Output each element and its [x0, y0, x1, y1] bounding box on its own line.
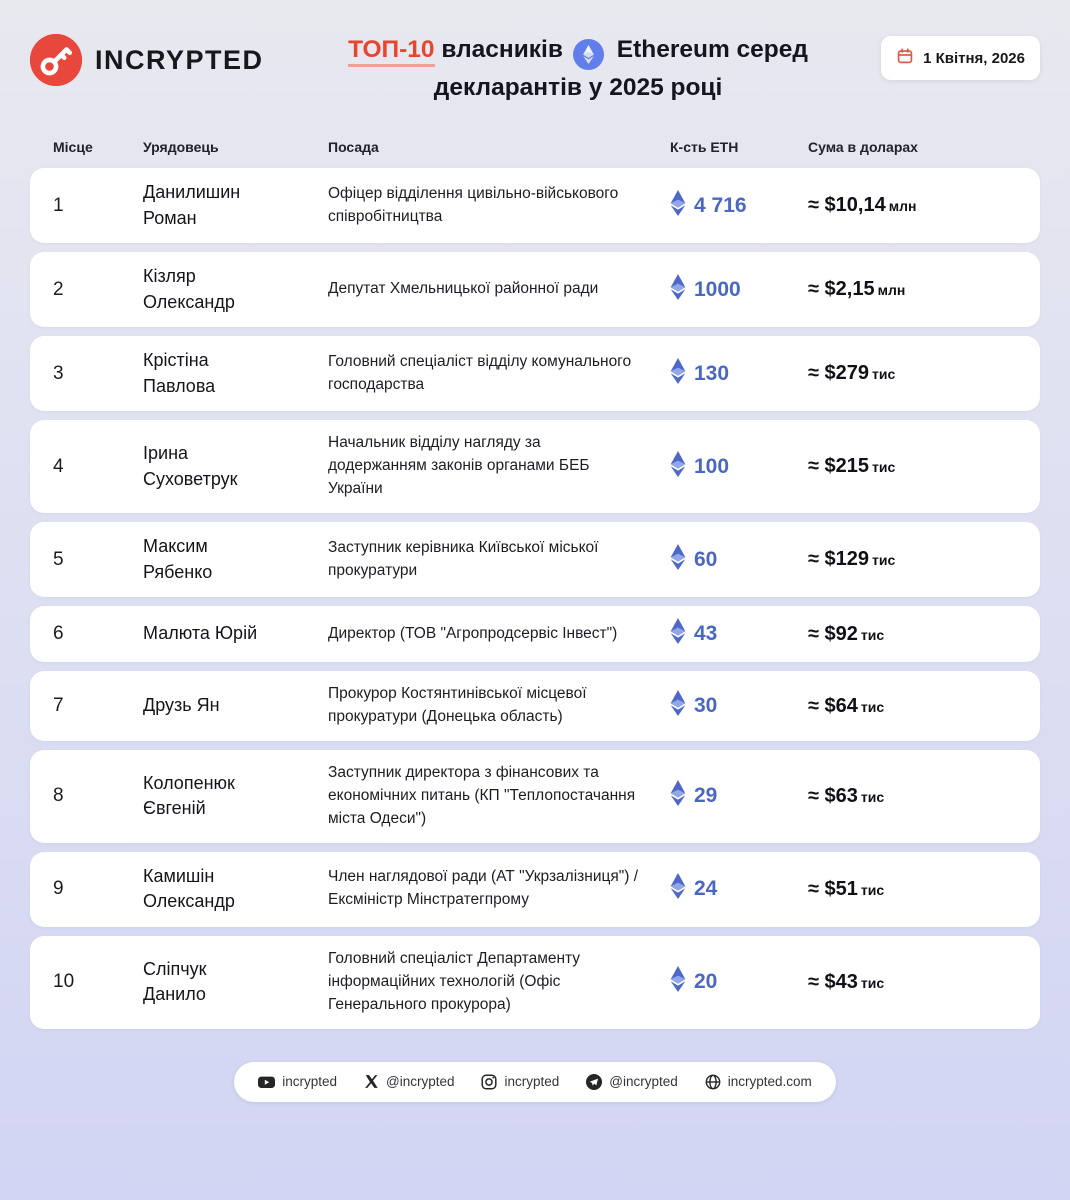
- row-place: 8: [53, 785, 64, 807]
- social-label: incrypted: [282, 1074, 337, 1090]
- brand-name: INCRYPTED: [95, 44, 264, 75]
- social-label: @incrypted: [609, 1074, 678, 1090]
- row-position: Директор (ТОВ "Агропродсервіс Інвест"): [328, 624, 618, 642]
- col-position: Посада: [328, 139, 379, 155]
- table-row: [30, 936, 1040, 1029]
- row-official-name: Малюта Юрій: [143, 623, 258, 644]
- usd-unit: тис: [872, 552, 896, 569]
- instagram-icon: [481, 1074, 497, 1090]
- row-position: Заступник керівника Київської міської прокуратури: [328, 538, 599, 579]
- row-position: Заступник директора з фінансових та економічних питань (КП "Теплопостачання міста Одеси"): [328, 764, 636, 827]
- eth-value: 20: [694, 970, 718, 994]
- table-row: [30, 671, 1040, 741]
- eth-diamond-icon: [670, 544, 686, 576]
- table-row: [30, 852, 1040, 927]
- usd-value: ≈ $10,14: [808, 194, 886, 217]
- usd-unit: тис: [860, 974, 885, 991]
- usd-value: ≈ $129: [808, 548, 870, 571]
- table-row: [30, 522, 1040, 597]
- eth-value: 130: [694, 361, 730, 385]
- usd-unit: тис: [860, 881, 885, 898]
- usd-unit: тис: [860, 788, 885, 805]
- row-official-name: Камишін Олександр: [143, 865, 235, 912]
- usd-unit: тис: [860, 626, 885, 643]
- row-eth-amount: [670, 544, 808, 576]
- row-official-name: Ірина Суховетрук: [143, 443, 238, 489]
- row-eth-amount: [670, 690, 808, 722]
- social-label: @incrypted: [385, 1074, 455, 1090]
- table-row: [30, 252, 1040, 327]
- usd-value: ≈ $2,15: [808, 278, 875, 301]
- usd-value: ≈ $279: [808, 362, 870, 385]
- row-usd-amount: [808, 455, 1040, 478]
- eth-value: 43: [694, 622, 718, 646]
- eth-diamond-icon: [670, 780, 686, 812]
- col-place: Місце: [53, 139, 93, 155]
- table-row: [30, 420, 1040, 513]
- row-position: Депутат Хмельницької районної ради: [328, 280, 599, 298]
- row-usd-amount: [808, 278, 1040, 301]
- usd-value: ≈ $63: [808, 784, 858, 807]
- eth-value: 29: [694, 784, 718, 808]
- date-badge: [881, 36, 1040, 80]
- youtube-icon: [258, 1074, 275, 1090]
- eth-diamond-icon: [670, 873, 686, 905]
- x-icon: [364, 1074, 379, 1089]
- row-place: 5: [53, 548, 64, 570]
- ethereum-icon: [573, 39, 604, 70]
- title-line2: декларантів у 2025 році: [433, 74, 723, 101]
- table-row: [30, 606, 1040, 662]
- row-place: 9: [53, 878, 64, 900]
- eth-diamond-icon: [670, 966, 686, 998]
- eth-value: 60: [694, 547, 718, 571]
- eth-diamond-icon: [670, 690, 686, 722]
- eth-value: 4 716: [694, 193, 747, 217]
- table-row: [30, 336, 1040, 411]
- table-row: [30, 750, 1040, 843]
- row-position: Член наглядової ради (АТ "Укрзалізниця") / Ексміністр Мінстратегпрому: [328, 868, 639, 909]
- col-usd: Сума в доларах: [808, 139, 918, 155]
- eth-value: 30: [694, 694, 718, 718]
- table-row: [30, 168, 1040, 243]
- usd-unit: млн: [888, 198, 917, 215]
- row-official-name: Максим Рябенко: [143, 536, 213, 582]
- eth-diamond-icon: [670, 190, 686, 222]
- social-youtube[interactable]: [258, 1074, 337, 1090]
- row-eth-amount: [670, 190, 808, 222]
- row-place: 10: [53, 971, 75, 993]
- row-eth-amount: [670, 451, 808, 483]
- telegram-icon: [586, 1074, 602, 1090]
- globe-icon: [705, 1074, 721, 1090]
- row-eth-amount: [670, 780, 808, 812]
- row-position: Офіцер відділення цивільно-військового співробітництва: [328, 184, 619, 225]
- row-position: Головний спеціаліст відділу комунального господарства: [328, 352, 632, 393]
- eth-diamond-icon: [670, 358, 686, 390]
- row-official-name: Колопенюк Євгеній: [143, 772, 235, 819]
- table-column-headers: [30, 139, 1040, 155]
- row-place: 7: [53, 695, 64, 717]
- row-usd-amount: [808, 623, 1040, 646]
- usd-unit: тис: [860, 698, 885, 715]
- eth-value: 1000: [694, 277, 741, 301]
- row-eth-amount: [670, 358, 808, 390]
- col-eth: К-сть ETH: [670, 139, 739, 155]
- row-usd-amount: [808, 971, 1040, 994]
- social-telegram[interactable]: [586, 1074, 677, 1090]
- row-place: 6: [53, 623, 64, 645]
- incrypted-key-icon: [30, 34, 82, 86]
- title-eth-word: Ethereum серед: [616, 36, 808, 63]
- usd-value: ≈ $64: [808, 694, 858, 717]
- row-eth-amount: [670, 873, 808, 905]
- social-instagram[interactable]: [481, 1074, 559, 1090]
- date-label: 1 Квітня, 2026: [923, 49, 1025, 67]
- row-eth-amount: [670, 966, 808, 998]
- social-website[interactable]: [705, 1074, 812, 1090]
- brand-logo: [30, 26, 275, 86]
- footer: [30, 1062, 1040, 1102]
- row-eth-amount: [670, 274, 808, 306]
- title-mid: власників: [441, 36, 563, 63]
- eth-value: 100: [694, 454, 730, 478]
- social-label: incrypted.com: [727, 1074, 812, 1090]
- row-official-name: Сліпчук Данило: [143, 958, 207, 1005]
- page-title: [275, 26, 881, 105]
- row-place: 4: [53, 455, 64, 477]
- usd-unit: тис: [872, 366, 896, 383]
- row-usd-amount: [808, 194, 1040, 217]
- social-x[interactable]: [364, 1074, 454, 1089]
- row-position: Начальник відділу нагляду за додержанням законів органами БЕБ України: [328, 434, 590, 498]
- col-official: Урядовець: [143, 139, 219, 155]
- row-place: 3: [53, 362, 64, 384]
- usd-unit: млн: [877, 282, 906, 299]
- usd-value: ≈ $215: [808, 455, 870, 478]
- row-place: 2: [53, 278, 64, 300]
- table-body: [30, 168, 1040, 1038]
- row-usd-amount: [808, 695, 1040, 718]
- usd-value: ≈ $43: [808, 970, 858, 993]
- row-usd-amount: [808, 548, 1040, 571]
- usd-value: ≈ $51: [808, 877, 858, 900]
- row-place: 1: [53, 194, 64, 216]
- row-official-name: Крістіна Павлова: [143, 350, 216, 396]
- row-usd-amount: [808, 785, 1040, 808]
- usd-value: ≈ $92: [808, 622, 858, 645]
- row-usd-amount: [808, 878, 1040, 901]
- eth-diamond-icon: [670, 274, 686, 306]
- usd-unit: тис: [872, 459, 896, 476]
- calendar-icon: [896, 47, 914, 69]
- row-position: Прокурор Костянтинівської місцевої прокуратури (Донецька область): [328, 685, 587, 726]
- row-official-name: Кізляр Олександр: [143, 266, 235, 312]
- row-usd-amount: [808, 362, 1040, 385]
- eth-diamond-icon: [670, 618, 686, 650]
- row-official-name: Друзь Ян: [143, 695, 220, 716]
- row-position: Головний спеціаліст Департаменту інформаційних технологій (Офіс Генерального прокурора): [328, 949, 581, 1013]
- eth-value: 24: [694, 877, 718, 901]
- eth-diamond-icon: [670, 451, 686, 483]
- social-label: incrypted: [504, 1074, 560, 1090]
- row-official-name: Данилишин Роман: [143, 182, 241, 228]
- title-highlight: ТОП-10: [348, 36, 434, 67]
- row-eth-amount: [670, 618, 808, 650]
- header: [30, 26, 1040, 105]
- social-links-pill: [234, 1062, 836, 1102]
